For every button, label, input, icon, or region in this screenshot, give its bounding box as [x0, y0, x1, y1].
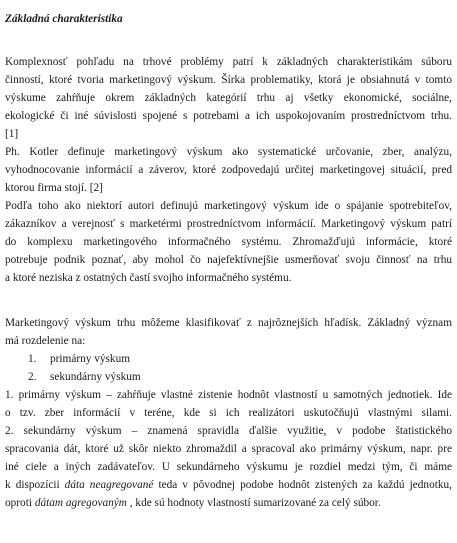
text-line: vyhodnocovanie informácií a záverov, ktoré zodpovedajú určitej marketingovej situácií, pred [5, 164, 452, 176]
list-text: primárny výskum [50, 353, 131, 365]
text-span: teda v pôvodnej podobe hodnôt zistených za každú jednotku, [153, 479, 452, 491]
section-heading: Základná charakteristika [5, 13, 123, 25]
list-text: sekundárny výskum [50, 371, 141, 383]
text-line: 1. primárny výskum – zahŕňuje vlastné zistenie hodnôt vlastností u samotných jednotiek. Ide [5, 389, 452, 401]
list-number: 2. [28, 371, 37, 383]
text-line: ekologické či iné súvislosti spojené s potrebami a ich uspokojovaním prostredníctvom trhu. [5, 110, 452, 122]
list-item [28, 352, 228, 366]
text-span: , kde sú hodnoty vlastností sumarizované za celý súbor. [126, 497, 381, 509]
text-line: 2. sekundárny výskum – znamená spravidla ďalšie využitie, v podobe štatistického [5, 425, 452, 437]
text-line: výskume zahŕňuje okrem základných kategórií trhu aj všetky ekonomické, sociálne, [5, 92, 452, 104]
italic-term: dátam agregovaným [34, 497, 127, 509]
text-line: do komplexu marketingového informačného systému. Zhromažďujú informácie, ktoré [5, 236, 452, 248]
text-line: zákazníkov a verejnosť s marketérmi prostredníctvom informácií. Marketingový výskum patrí [5, 218, 452, 230]
text-line: ktorou firma stojí. [2] [5, 182, 103, 194]
text-span: k dispozícii [5, 479, 65, 491]
text-line: Komplexnosť pohľadu na trhové problémy patrí k základných charakteristikám súboru [5, 56, 452, 68]
text-line [5, 496, 452, 510]
text-line: Marketingový výskum trhu môžeme klasifikovať z najrôznejších hľadísk. Základný význam [5, 317, 452, 329]
text-line: a ktoré neziska z ostatných častí svojho informačného systému. [5, 272, 292, 284]
text-line: Podľa toho ako niektorí autori definujú marketingový výskum ide o spájanie spotrebiteľov, [5, 200, 452, 212]
text-line: spracovania dát, ktoré už skôr niekto zhromaždil a spracoval ako primárny výskum, napr. pre [5, 443, 452, 455]
text-line: o tzv. zber informácií v teréne, kde si ich realizátori uskutočňujú vlastnými silami. [5, 407, 452, 419]
list-number: 1. [28, 353, 37, 365]
citation: [1] [5, 128, 19, 140]
italic-term: dáta neagregované [64, 479, 154, 491]
text-span: oproti [5, 497, 35, 509]
list-item [28, 370, 228, 384]
text-line: Ph. Kotler definuje marketingový výskum ako systematické určovanie, zber, analýzu, [5, 146, 452, 158]
text-line: má rozdelenie na: [5, 335, 86, 347]
text-line: činností, ktoré tvoria marketingový výskum. Šírka problematiky, ktorá je obsiahnutá v tomto [5, 74, 452, 86]
text-line [5, 478, 452, 492]
text-line: potrebuje podnik poznať, aby mohol čo najefektívnejšie usmerňovať svoju činnosť na trhu [5, 254, 452, 266]
text-line: iné ciele a iných zadávateľov. U sekundárneho výskumu je rozdiel medzi tým, či máme [5, 461, 452, 473]
